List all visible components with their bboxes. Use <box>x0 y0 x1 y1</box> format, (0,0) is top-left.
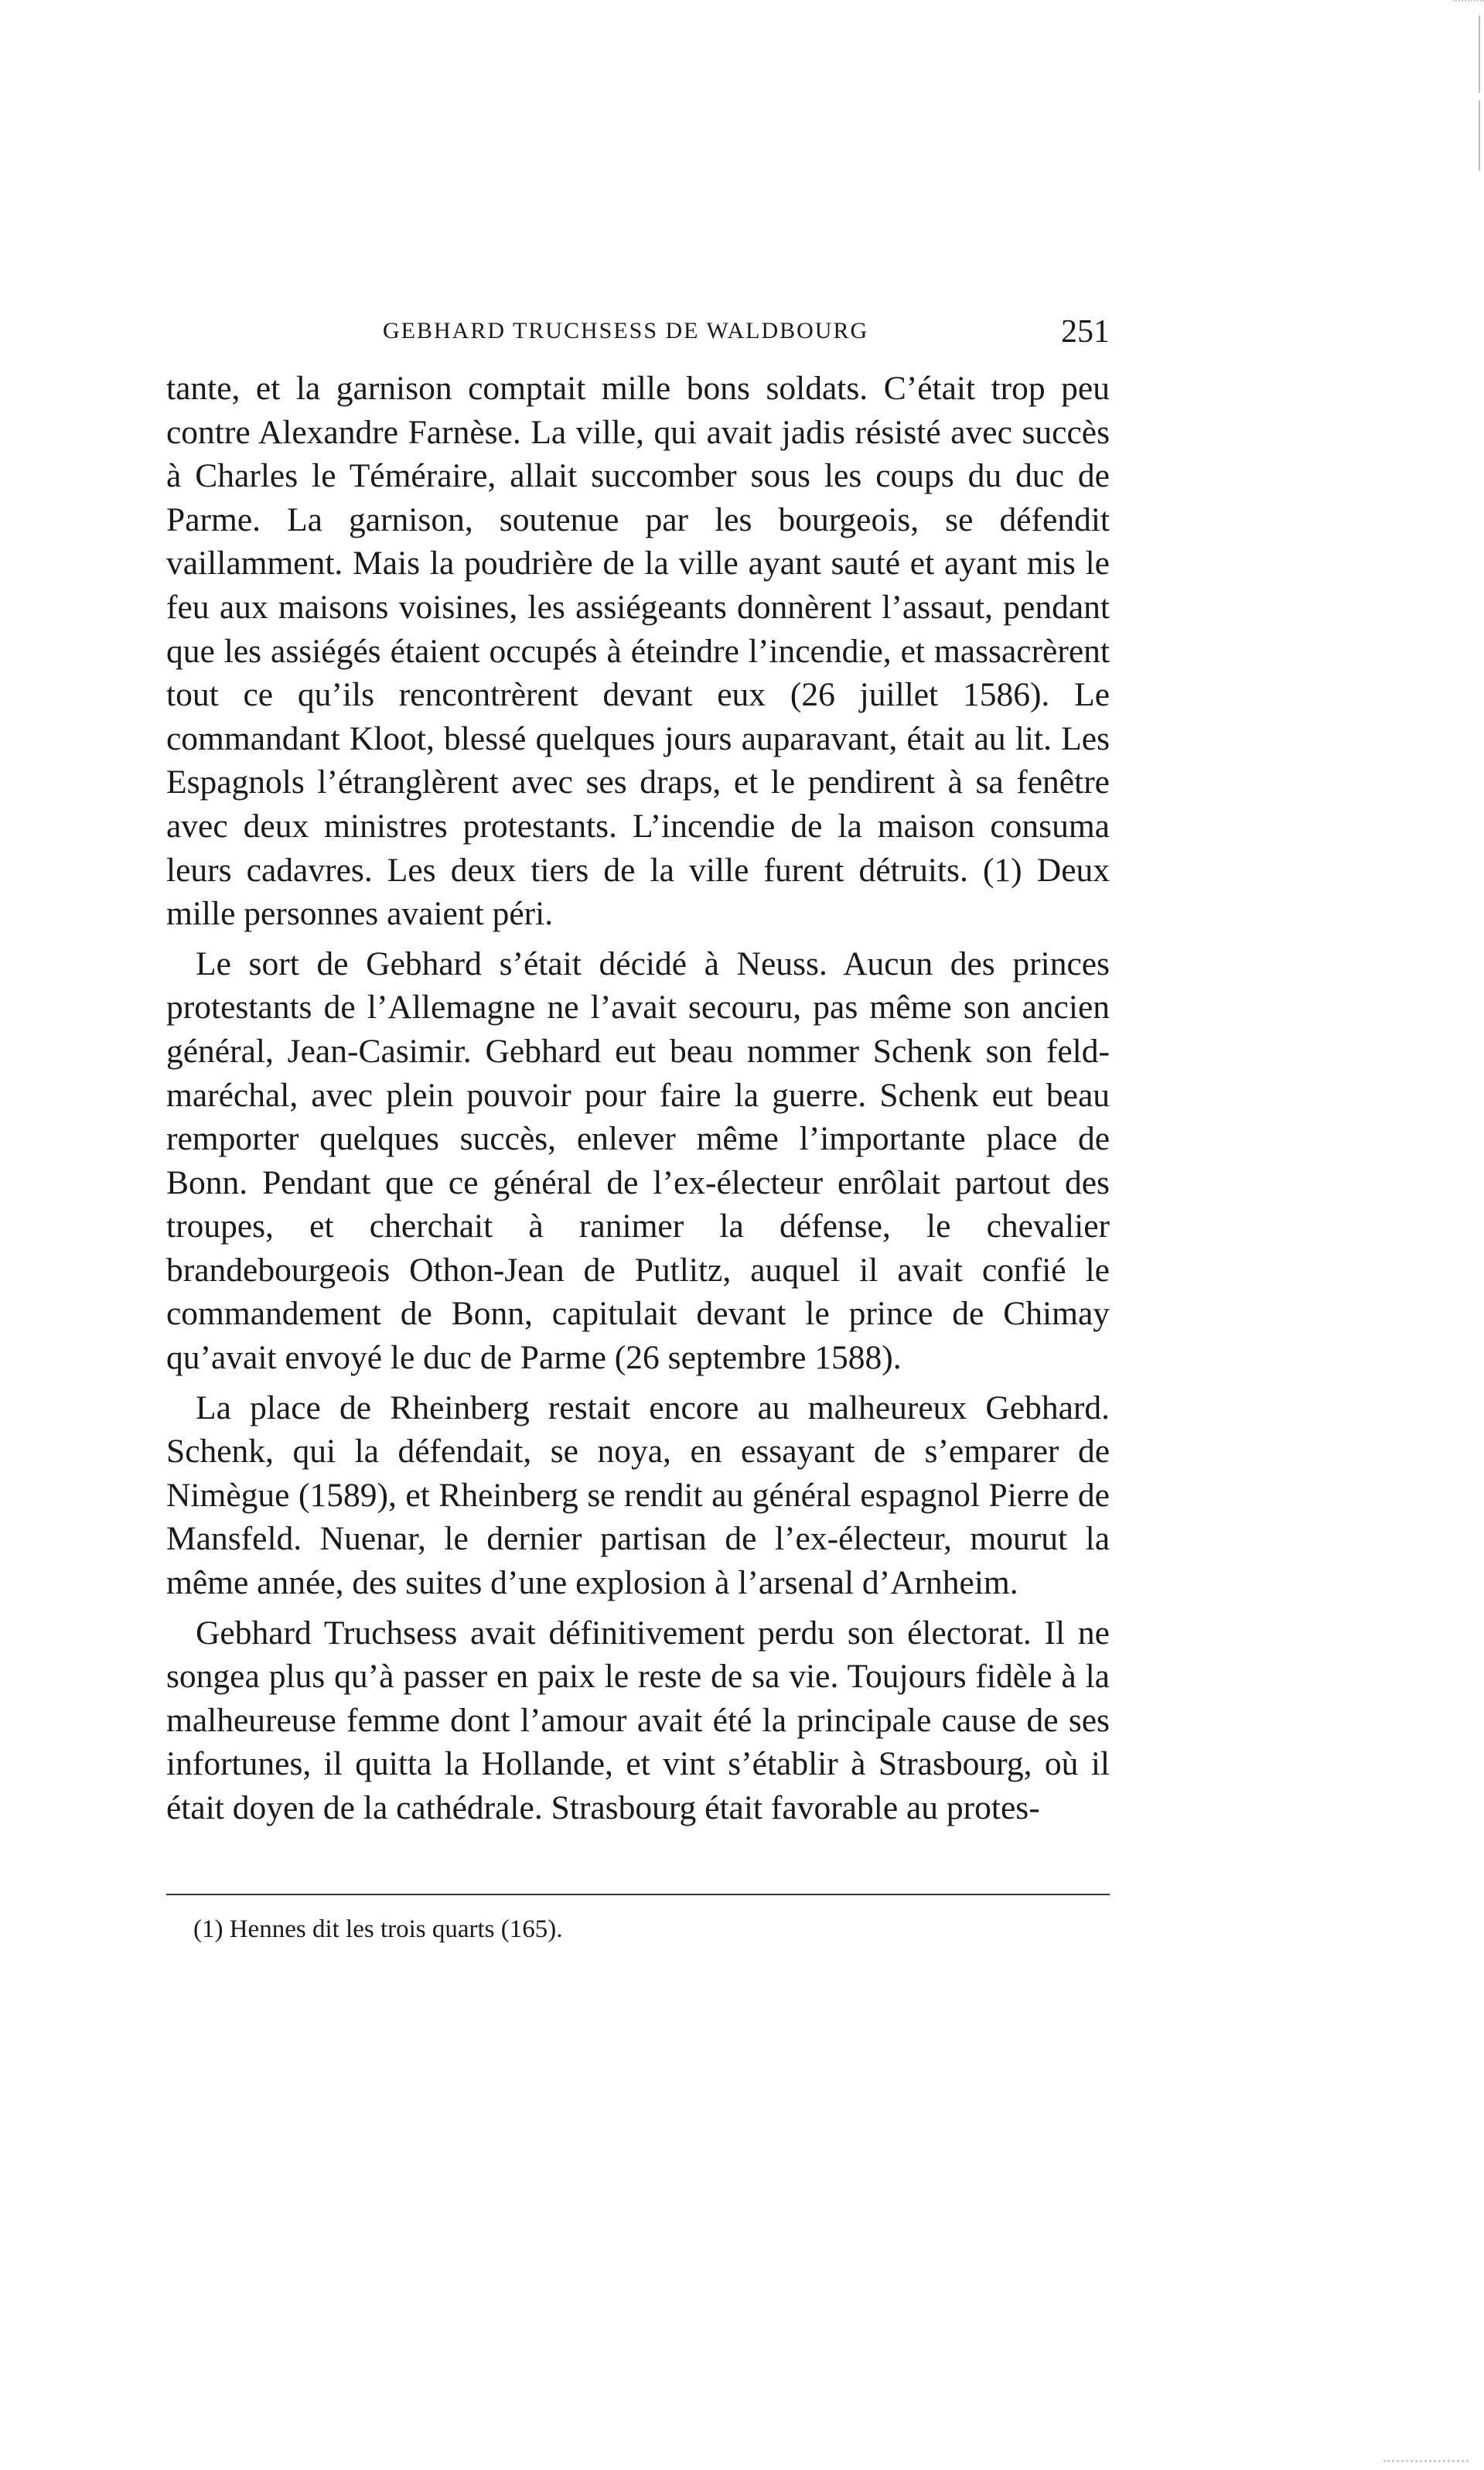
paragraph: tante, et la garnison comptait mille bons soldats. C’était trop peu contre Alexandre Farnèse. La ville, qui avait jadis résisté avec succès à Charles le Téméraire, allait succomber sous les coups du duc de Parme. La garnison, soutenue par les bourgeois, se défendit vaillamment. Mais la poudrière de la ville ayant sauté et ayant mis le feu aux maisons voisines, les assiégeants donnèrent l’assaut, pendant que les assiégés étaient occupés à éteindre l’incendie, et massacrèrent tout ce qu’ils rencontrèrent devant eux (26 juillet 1586). Le commandant Kloot, blessé quelques jours auparavant, était au lit. Les Espagnols l’étranglèrent avec ses draps, et le pendirent à sa fenêtre avec deux ministres protestants. L’incendie de la maison consuma leurs cadavres. Les deux tiers de la ville furent détruits. (1) Deux mille personnes avaient péri. <box>166 370 1110 933</box>
margin-scan-line <box>1479 101 1480 170</box>
footnote: (1) Hennes dit les trois quarts (165). <box>193 1915 563 1943</box>
body-text <box>166 367 1110 1830</box>
bottom-dotted-mark <box>1383 2460 1469 2462</box>
running-title: GEBHARD TRUCHSESS DE WALDBOURG <box>383 318 869 343</box>
paragraph: La place de Rheinberg restait encore au malheureux Gebhard. Schenk, qui la défendait, se noya, en essayant de s’emparer de Nimègue (1589), et Rheinberg se rendit au général espagnol Pierre de Mansfeld. Nuenar, le dernier partisan de l’ex-électeur, mourut la même année, des suites d’une explosion à l’arsenal d’Arnheim. <box>166 1389 1110 1602</box>
page-number: 251 <box>1061 314 1110 350</box>
paragraph: Le sort de Gebhard s’était décidé à Neuss. Aucun des princes protestants de l’Allemagne ne l’avait secouru, pas même son ancien général, Jean-Casimir. Gebhard eut beau nommer Schenk son feld-maréchal, avec plein pouvoir pour faire la guerre. Schenk eut beau remporter quelques succès, enlever même l’importante place de Bonn. Pendant que ce général de l’ex-électeur enrôlait partout des troupes, et cherchait à ranimer la défense, le chevalier brandebourgeois Othon-Jean de Putlitz, auquel il avait confié le commandement de Bonn, capitulait devant le prince de Chimay qu’avait envoyé le duc de Parme (26 septembre 1588). <box>166 945 1110 1377</box>
margin-dotted-mark <box>1453 0 1484 12</box>
paragraph: Gebhard Truchsess avait définitivement perdu son électorat. Il ne songea plus qu’à passer en paix le reste de sa vie. Toujours fidèle à la malheureuse femme dont l’amour avait été la principale cause de ses infortunes, il quitta la Hollande, et vint s’établir à Strasbourg, où il était doyen de la cathédrale. Strasbourg était favorable au protes- <box>166 1614 1110 1826</box>
footnote-divider <box>166 1894 1110 1895</box>
margin-scan-line <box>1479 15 1480 93</box>
running-head <box>166 313 1110 360</box>
